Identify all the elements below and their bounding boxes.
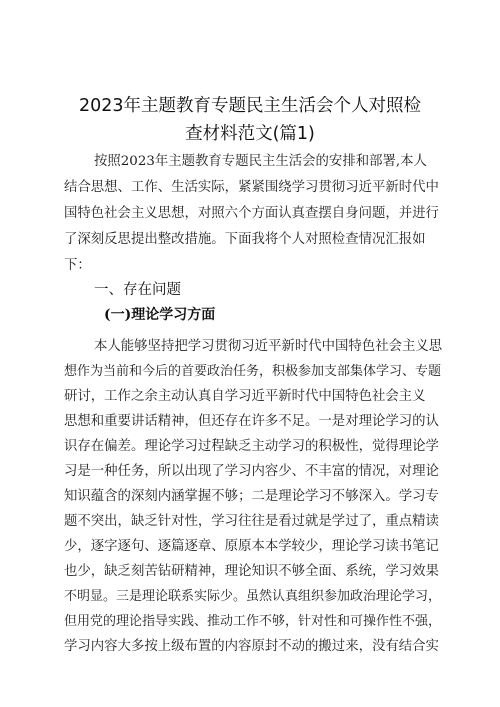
intro-paragraph-line: 了深刻反思提出整改措施。下面我将个人对照检查情况汇报如 bbox=[64, 232, 426, 247]
body-paragraph-line: 知识蕴含的深刻内涵掌握不够；二是理论学习不够深入。学习专 bbox=[64, 489, 439, 504]
body-paragraph-line: 本人能够坚持把学习贯彻习近平新时代中国特色社会主义思 bbox=[94, 339, 443, 354]
intro-paragraph-line: 结合思想、工作、生活实际，紧紧围绕学习贯彻习近平新时代中 bbox=[64, 180, 439, 195]
body-paragraph-line: 思想和重要讲话精神，但还存在许多不足。一是对理论学习的认 bbox=[64, 414, 439, 429]
body-paragraph-line: 但用党的理论指导实践、推动工作不够，针对性和可操作性不强， bbox=[64, 614, 442, 629]
section-heading: 一、存在问题 bbox=[94, 282, 181, 298]
body-paragraph-line: 也少，缺乏刻苦钻研精神，理论知识不够全面、系统，学习效果 bbox=[64, 564, 439, 579]
body-paragraph-line: 题不突出，缺乏针对性，学习往往是看过就是学过了，重点精读 bbox=[64, 514, 439, 529]
document-title-line-2: 查材料范文(篇1) bbox=[185, 124, 315, 144]
intro-paragraph-line: 下： bbox=[64, 258, 91, 273]
body-paragraph-line: 研讨，工作之余主动认真自学习近平新时代中国特色社会主义 bbox=[64, 389, 426, 404]
body-paragraph-line: 学习内容大多按上级布置的内容原封不动的搬过来，没有结合实 bbox=[64, 639, 439, 654]
intro-paragraph-line: 国特色社会主义思想，对照六个方面认真查摆自身问题，并进行 bbox=[64, 206, 439, 221]
subsection-heading: (一)理论学习方面 bbox=[104, 307, 216, 323]
document-title-line-1: 2023年主题教育专题民主生活会个人对照检 bbox=[78, 96, 422, 116]
body-paragraph-line: 识存在偏差。理论学习过程缺乏主动学习的积极性，觉得理论学 bbox=[64, 439, 439, 454]
body-paragraph-line: 想作为当前和今后的首要政治任务，积极参加支部集体学习、专题 bbox=[64, 364, 442, 379]
body-paragraph-line: 少，逐字逐句、逐篇逐章、原原本本学较少，理论学习读书笔记 bbox=[64, 539, 439, 554]
body-paragraph-line: 不明显。三是理论联系实际少。虽然认真组织参加政治理论学习， bbox=[64, 589, 442, 604]
body-paragraph-line: 习是一种任务，所以出现了学习内容少、不丰富的情况，对理论 bbox=[64, 464, 439, 479]
intro-paragraph-line: 按照2023年主题教育专题民主生活会的安排和部署,本人 bbox=[94, 154, 427, 169]
